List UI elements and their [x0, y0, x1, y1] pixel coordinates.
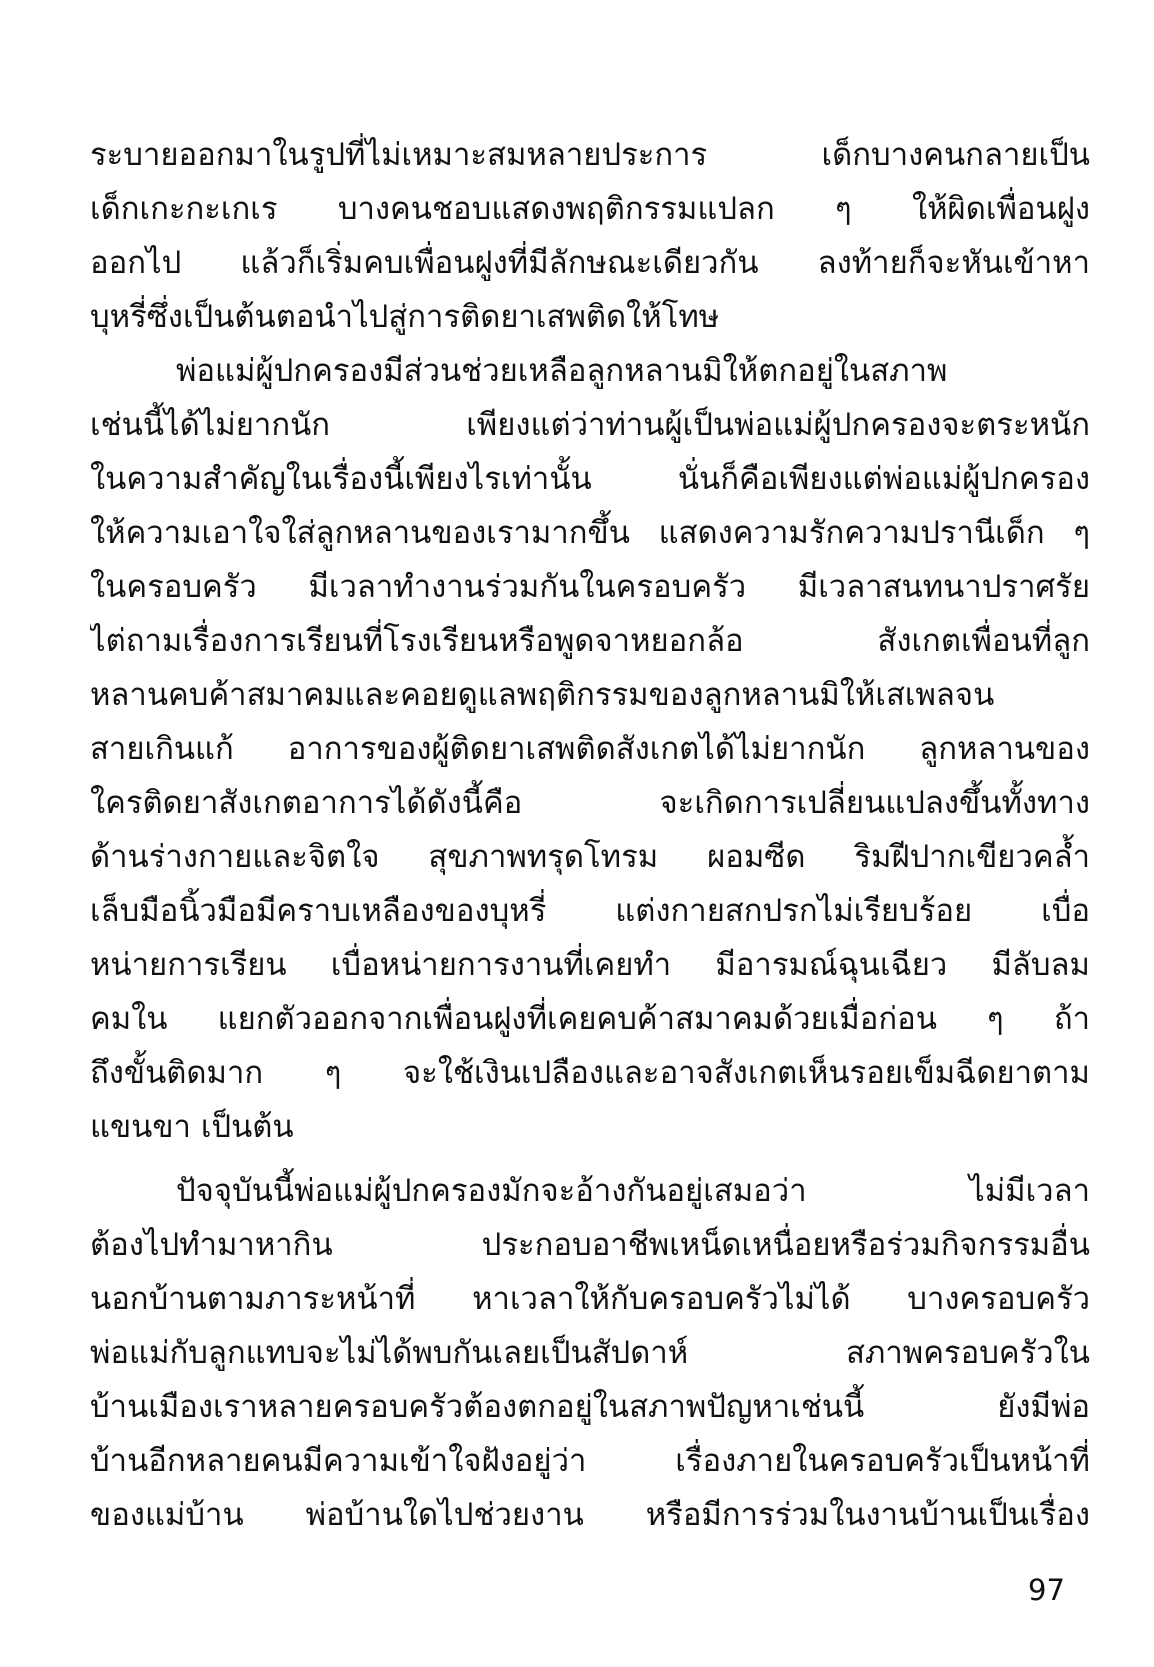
text-line: ให้ความเอาใจใส่ลูกหลานของเรามากขึ้น แสดงความรักความปรานีเด็ก ๆ	[90, 515, 1090, 551]
text-line: ในครอบครัว มีเวลาทำงานร่วมกันในครอบครัว มีเวลาสนทนาปราศรัย	[90, 569, 1090, 605]
paragraph	[90, 344, 1090, 1154]
paragraph-spacer	[90, 1154, 1090, 1164]
text-line: เด็กเกะกะเกเร บางคนชอบแสดงพฤติกรรมแปลก ๆ ให้ผิดเพื่อนฝูง	[90, 191, 1090, 227]
text-line: เช่นนี้ได้ไม่ยากนัก เพียงแต่ว่าท่านผู้เป็นพ่อแม่ผู้ปกครองจะตระหนัก	[90, 407, 1090, 443]
text-line: ต้องไปทำมาหากิน ประกอบอาชีพเหน็ดเหนื่อยหรือร่วมกิจกรรมอื่น	[90, 1227, 1090, 1263]
text-line: พ่อแม่กับลูกแทบจะไม่ได้พบกันเลยเป็นสัปดาห์ สภาพครอบครัวใน	[90, 1335, 1090, 1371]
page-number: 97	[1028, 1573, 1065, 1607]
text-line: หลานคบค้าสมาคมและคอยดูแลพฤติกรรมของลูกหลานมิให้เสเพลจน	[90, 677, 995, 713]
text-line: สายเกินแก้ อาการของผู้ติดยาเสพติดสังเกตได้ไม่ยากนัก ลูกหลานของ	[90, 731, 1090, 767]
text-line: ของแม่บ้าน พ่อบ้านใดไปช่วยงาน หรือมีการร่วมในงานบ้านเป็นเรื่อง	[90, 1497, 1090, 1533]
text-line: นอกบ้านตามภาระหน้าที่ หาเวลาให้กับครอบครัวไม่ได้ บางครอบครัว	[90, 1281, 1090, 1317]
text-line: ถึงขั้นติดมาก ๆ จะใช้เงินเปลืองและอาจสังเกตเห็นรอยเข็มฉีดยาตาม	[90, 1055, 1090, 1091]
text-line: หน่ายการเรียน เบื่อหน่ายการงานที่เคยทำ มีอารมณ์ฉุนเฉียว มีลับลม	[90, 947, 1090, 983]
body-text	[90, 128, 1090, 1542]
text-line: ไต่ถามเรื่องการเรียนที่โรงเรียนหรือพูดจาหยอกล้อ สังเกตเพื่อนที่ลูก	[90, 623, 1090, 659]
text-line: เล็บมือนิ้วมือมีคราบเหลืองของบุหรี่ แต่งกายสกปรกไม่เรียบร้อย เบื่อ	[90, 893, 1090, 929]
text-line: ระบายออกมาในรูปที่ไม่เหมาะสมหลายประการ เด็กบางคนกลายเป็น	[90, 137, 1090, 173]
text-line: ด้านร่างกายและจิตใจ สุขภาพทรุดโทรม ผอมซีด ริมฝีปากเขียวคล้ำ	[90, 839, 1090, 875]
text-line: แขนขา เป็นต้น	[90, 1109, 294, 1145]
paragraph	[90, 1164, 1090, 1542]
text-line: บ้านเมืองเราหลายครอบครัวต้องตกอยู่ในสภาพปัญหาเช่นนี้ ยังมีพ่อ	[90, 1389, 1090, 1425]
paragraph	[90, 128, 1090, 344]
text-line: บ้านอีกหลายคนมีความเข้าใจฝังอยู่ว่า เรื่องภายในครอบครัวเป็นหน้าที่	[90, 1443, 1090, 1479]
text-line: พ่อแม่ผู้ปกครองมีส่วนช่วยเหลือลูกหลานมิให้ตกอยู่ในสภาพ	[176, 353, 948, 389]
text-line: ใครติดยาสังเกตอาการได้ดังนี้คือ จะเกิดการเปลี่ยนแปลงขึ้นทั้งทาง	[90, 785, 1090, 821]
text-line: คมใน แยกตัวออกจากเพื่อนฝูงที่เคยคบค้าสมาคมด้วยเมื่อก่อน ๆ ถ้า	[90, 1001, 1090, 1037]
text-line: บุหรี่ซึ่งเป็นต้นตอนำไปสู่การติดยาเสพติดให้โทษ	[90, 299, 720, 335]
text-line: ในความสำคัญในเรื่องนี้เพียงไรเท่านั้น นั่นก็คือเพียงแต่พ่อแม่ผู้ปกครอง	[90, 461, 1090, 497]
text-line: ออกไป แล้วก็เริ่มคบเพื่อนฝูงที่มีลักษณะเดียวกัน ลงท้ายก็จะหันเข้าหา	[90, 245, 1090, 281]
text-line: ปัจจุบันนี้พ่อแม่ผู้ปกครองมักจะอ้างกันอยู่เสมอว่า ไม่มีเวลา	[176, 1173, 1090, 1209]
